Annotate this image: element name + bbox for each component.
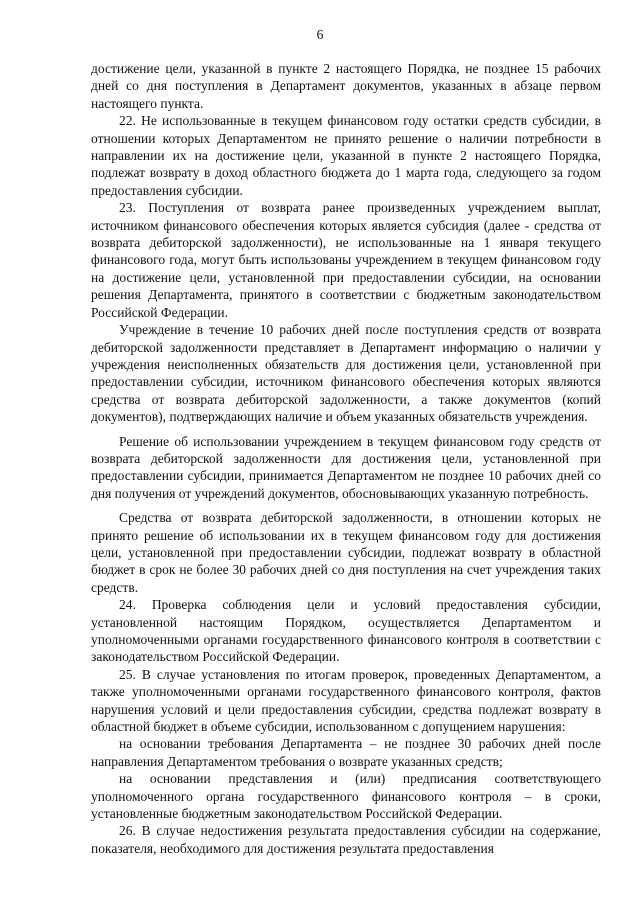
paragraph-26: 26. В случае недостижения результата предоставления субсидии на содержание, показателя, необходимого для достижения результата предоставления — [91, 823, 601, 856]
paragraph-23-4: Средства от возврата дебиторской задолженности, в отношении которых не принято решение об использовании их в текущем финансовом году для достижения цели, установленной при предоставлении субсидии, подлежат возврату в областной бюджет в срок не более 30 рабочих дней со дня поступления на счет учреждения таких средств. — [91, 510, 601, 595]
paragraph-continuation: достижение цели, указанной в пункте 2 настоящего Порядка, не позднее 15 рабочих дней со дня поступления в Департамент документов, указанных в абзаце первом настоящего пункта. — [91, 61, 601, 111]
paragraph-25-1: на основании требования Департамента – не позднее 30 рабочих дней после направления Департаментом требования о возврате указанных средств; — [91, 736, 601, 769]
paragraph-25: 25. В случае установления по итогам проверок, проведенных Департаментом, а также уполномоченными органами государственного финансового контроля, фактов нарушения условий и цели предоставления субсидии, средства подлежат возврату в областной бюджет в объеме субсидии, использованном с допущением нарушения: — [91, 666, 601, 735]
paragraph-23: 23. Поступления от возврата ранее произведенных учреждением выплат, источником финансового обеспечения которых является субсидия (далее - средства от возврата дебиторской задолженности), не использованные на 1 января текущего финансового года, могут быть использованы учреждением в текущем финансовом году на достижение цели, установленной при предоставлении субсидии, на основании решения Департамента, принятого в соответствии с бюджетным законодательством Российской Федерации. — [91, 200, 601, 320]
page-number: 6 — [316, 27, 324, 42]
paragraph-22: 22. Не использованные в текущем финансовом году остатки средств субсидии, в отношении которых Департаментом не принято решение о наличии потребности в направлении их на достижение цели, указанной в пункте 2 настоящего Порядка, подлежат возврату в доход областного бюджета до 1 марта года, следующего за годом предоставления субсидии. — [91, 113, 601, 198]
paragraph-23-3: Решение об использовании учреждением в текущем финансовом году средств от возврата дебиторской задолженности для достижения цели, установленной при предоставлении субсидии, принимается Департаментом не позднее 10 рабочих дней со дня получения от учреждений документов, обосновывающих указанную потребность. — [91, 433, 601, 501]
paragraph-23-2: Учреждение в течение 10 рабочих дней после поступления средств от возврата дебиторской задолженности представляет в Департамент информацию о наличии у учреждения неисполненных обязательств для достижения цели, установленной при предоставлении субсидии, источником финансового обеспечения которых являются средства от возврата дебиторской задолженности, а также документов (копий документов), подтверждающих наличие и объем указанных обязательств учреждения. — [91, 322, 601, 425]
paragraph-25-2: на основании представления и (или) предписания соответствующего уполномоченного органа государственного финансового контроля – в сроки, установленные бюджетным законодательством Российской Федерации. — [91, 771, 601, 822]
paragraph-24: 24. Проверка соблюдения цели и условий предоставления субсидии, установленной настоящим Порядком, осуществляется Департаментом и уполномоченными органами государственного финансового контроля в соответствии с законодательством Российской Федерации. — [91, 597, 601, 665]
document-body — [91, 60, 601, 857]
